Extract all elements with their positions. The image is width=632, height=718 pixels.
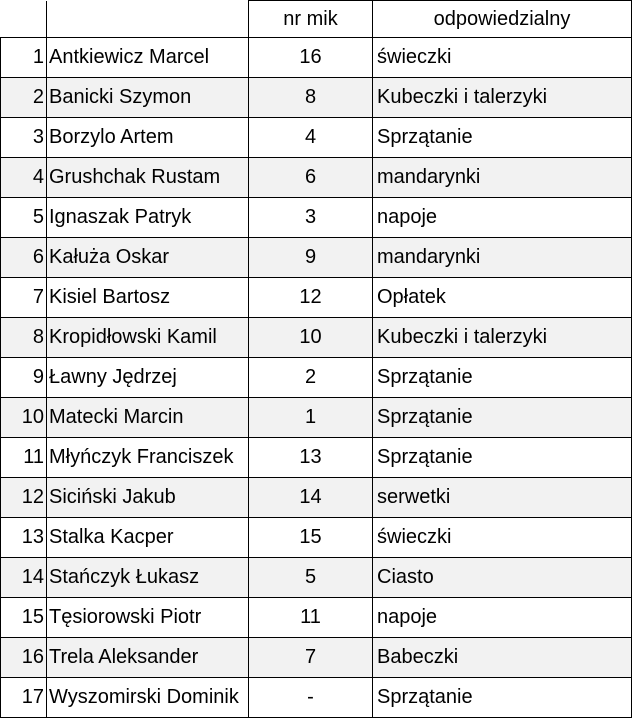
row-number-cell[interactable]: 8 (1, 318, 47, 358)
student-name-cell[interactable]: Kisiel Bartosz (47, 278, 249, 318)
table-row (1, 118, 632, 158)
row-number-cell[interactable]: 14 (1, 558, 47, 598)
row-number-cell[interactable]: 11 (1, 438, 47, 478)
table-row (1, 158, 632, 198)
row-number-cell[interactable]: 15 (1, 598, 47, 638)
row-number-cell[interactable]: 12 (1, 478, 47, 518)
mik-number-cell[interactable]: 11 (249, 598, 373, 638)
row-number-cell[interactable]: 4 (1, 158, 47, 198)
row-number-cell[interactable]: 17 (1, 678, 47, 718)
responsibility-cell[interactable]: świeczki (373, 38, 632, 78)
mik-number-cell[interactable]: 4 (249, 118, 373, 158)
table-row (1, 598, 632, 638)
student-name-cell[interactable]: Antkiewicz Marcel (47, 38, 249, 78)
table-row (1, 518, 632, 558)
table-row (1, 398, 632, 438)
mik-number-cell[interactable]: 5 (249, 558, 373, 598)
table-row (1, 558, 632, 598)
mik-number-cell[interactable]: 13 (249, 438, 373, 478)
mik-number-cell[interactable]: 14 (249, 478, 373, 518)
table-row (1, 198, 632, 238)
table-row (1, 678, 632, 718)
mik-number-cell[interactable]: 10 (249, 318, 373, 358)
header-name[interactable] (47, 1, 249, 38)
responsibility-cell[interactable]: Kubeczki i talerzyki (373, 318, 632, 358)
student-name-cell[interactable]: Młyńczyk Franciszek (47, 438, 249, 478)
student-name-cell[interactable]: Tęsiorowski Piotr (47, 598, 249, 638)
student-name-cell[interactable]: Stalka Kacper (47, 518, 249, 558)
student-name-cell[interactable]: Grushchak Rustam (47, 158, 249, 198)
row-number-cell[interactable]: 3 (1, 118, 47, 158)
table-row (1, 38, 632, 78)
mik-number-cell[interactable]: 16 (249, 38, 373, 78)
table-row (1, 358, 632, 398)
row-number-cell[interactable]: 6 (1, 238, 47, 278)
responsibility-cell[interactable]: świeczki (373, 518, 632, 558)
row-number-cell[interactable]: 5 (1, 198, 47, 238)
table-row (1, 78, 632, 118)
mik-number-cell[interactable]: 12 (249, 278, 373, 318)
mik-number-cell[interactable]: 6 (249, 158, 373, 198)
header-responsible[interactable]: odpowiedzialny (373, 1, 632, 38)
table-row (1, 318, 632, 358)
student-name-cell[interactable]: Ignaszak Patryk (47, 198, 249, 238)
responsibility-cell[interactable]: Sprzątanie (373, 118, 632, 158)
mik-number-cell[interactable]: 8 (249, 78, 373, 118)
student-name-cell[interactable]: Stańczyk Łukasz (47, 558, 249, 598)
student-name-cell[interactable]: Siciński Jakub (47, 478, 249, 518)
table-row (1, 438, 632, 478)
responsibility-cell[interactable]: Sprzątanie (373, 678, 632, 718)
responsibility-cell[interactable]: mandarynki (373, 158, 632, 198)
responsibility-cell[interactable]: napoje (373, 598, 632, 638)
mik-number-cell[interactable]: 15 (249, 518, 373, 558)
mik-number-cell[interactable]: 7 (249, 638, 373, 678)
responsibility-cell[interactable]: mandarynki (373, 238, 632, 278)
responsibility-cell[interactable]: Babeczki (373, 638, 632, 678)
student-name-cell[interactable]: Wyszomirski Dominik (47, 678, 249, 718)
responsibility-cell[interactable]: napoje (373, 198, 632, 238)
row-number-cell[interactable]: 9 (1, 358, 47, 398)
row-number-cell[interactable]: 16 (1, 638, 47, 678)
responsibility-cell[interactable]: Sprzątanie (373, 438, 632, 478)
responsibility-cell[interactable]: Sprzątanie (373, 398, 632, 438)
student-name-cell[interactable]: Ławny Jędrzej (47, 358, 249, 398)
table-row (1, 638, 632, 678)
responsibility-cell[interactable]: Ciasto (373, 558, 632, 598)
student-name-cell[interactable]: Banicki Szymon (47, 78, 249, 118)
row-number-cell[interactable]: 1 (1, 38, 47, 78)
student-name-cell[interactable]: Matecki Marcin (47, 398, 249, 438)
responsibility-cell[interactable]: Opłatek (373, 278, 632, 318)
responsibility-cell[interactable]: serwetki (373, 478, 632, 518)
row-number-cell[interactable]: 2 (1, 78, 47, 118)
responsibility-cell[interactable]: Kubeczki i talerzyki (373, 78, 632, 118)
row-number-cell[interactable]: 13 (1, 518, 47, 558)
student-name-cell[interactable]: Kropidłowski Kamil (47, 318, 249, 358)
header-row (1, 1, 632, 38)
student-name-cell[interactable]: Kałuża Oskar (47, 238, 249, 278)
table-row (1, 278, 632, 318)
table-row (1, 478, 632, 518)
mik-number-cell[interactable]: - (249, 678, 373, 718)
responsibility-cell[interactable]: Sprzątanie (373, 358, 632, 398)
mik-number-cell[interactable]: 9 (249, 238, 373, 278)
mik-number-cell[interactable]: 1 (249, 398, 373, 438)
student-name-cell[interactable]: Trela Aleksander (47, 638, 249, 678)
table-row (1, 238, 632, 278)
row-number-cell[interactable]: 10 (1, 398, 47, 438)
header-number[interactable] (1, 1, 47, 38)
mik-number-cell[interactable]: 2 (249, 358, 373, 398)
header-mik-number[interactable]: nr mik (249, 1, 373, 38)
student-name-cell[interactable]: Borzylo Artem (47, 118, 249, 158)
row-number-cell[interactable]: 7 (1, 278, 47, 318)
mik-number-cell[interactable]: 3 (249, 198, 373, 238)
